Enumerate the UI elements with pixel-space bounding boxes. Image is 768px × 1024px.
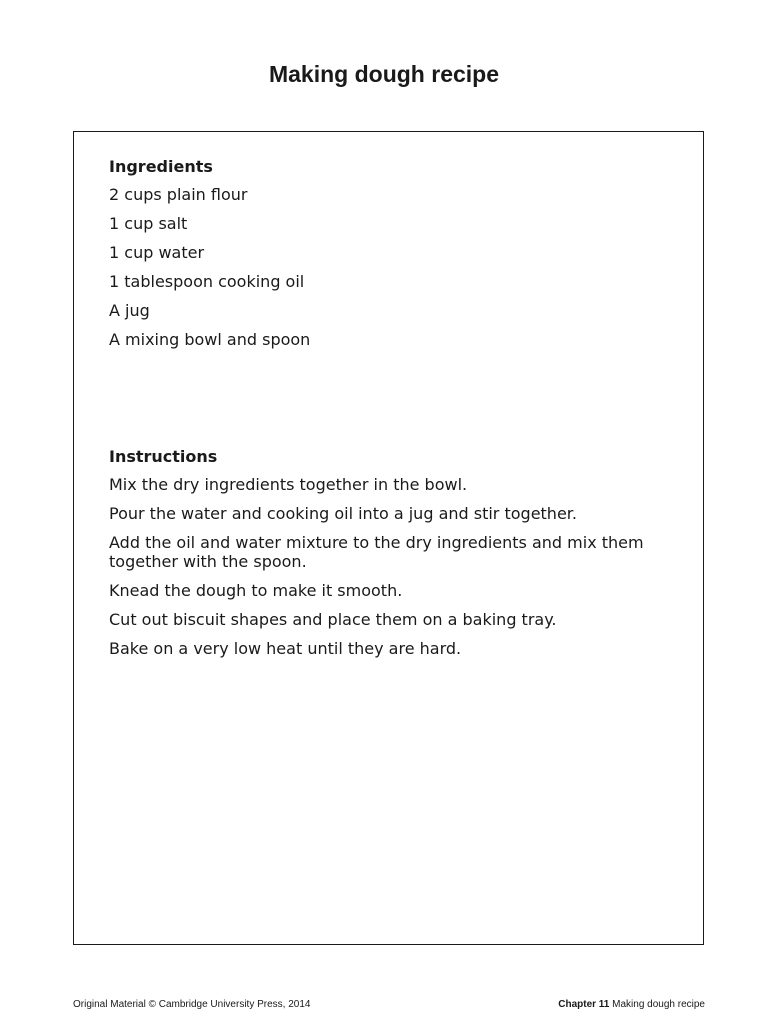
- ingredient-item: 2 cups plain flour: [109, 185, 248, 204]
- instruction-step: Add the oil and water mixture to the dry ingredients and mix them together with the spoon.: [109, 533, 644, 571]
- instructions-heading: Instructions: [109, 447, 218, 466]
- ingredient-item: 1 cup salt: [109, 214, 188, 233]
- ingredients-heading: Ingredients: [109, 157, 213, 176]
- ingredient-item: 1 cup water: [109, 243, 205, 262]
- ingredients-list: [109, 185, 684, 349]
- instruction-step: Cut out biscuit shapes and place them on a baking tray.: [109, 610, 557, 629]
- instruction-step: Bake on a very low heat until they are hard.: [109, 639, 462, 658]
- footer-chapter-number: Chapter 11: [558, 999, 610, 1010]
- instruction-step: Knead the dough to make it smooth.: [109, 581, 403, 600]
- footer-chapter-title: Making dough recipe: [612, 999, 705, 1010]
- instructions-section: [109, 446, 684, 668]
- ingredient-item: 1 tablespoon cooking oil: [109, 272, 305, 291]
- recipe-box: [73, 131, 704, 945]
- ingredient-item: A jug: [109, 301, 150, 320]
- instructions-list: [109, 475, 684, 658]
- instruction-step: Pour the water and cooking oil into a jug and stir together.: [109, 504, 577, 523]
- footer-chapter-info: [558, 998, 705, 1012]
- instruction-step: Mix the dry ingredients together in the bowl.: [109, 475, 468, 494]
- ingredients-section: [109, 156, 684, 359]
- page-title: Making dough recipe: [268, 61, 500, 87]
- ingredient-item: A mixing bowl and spoon: [109, 330, 311, 349]
- footer-copyright: Original Material © Cambridge University Press, 2014: [73, 999, 311, 1010]
